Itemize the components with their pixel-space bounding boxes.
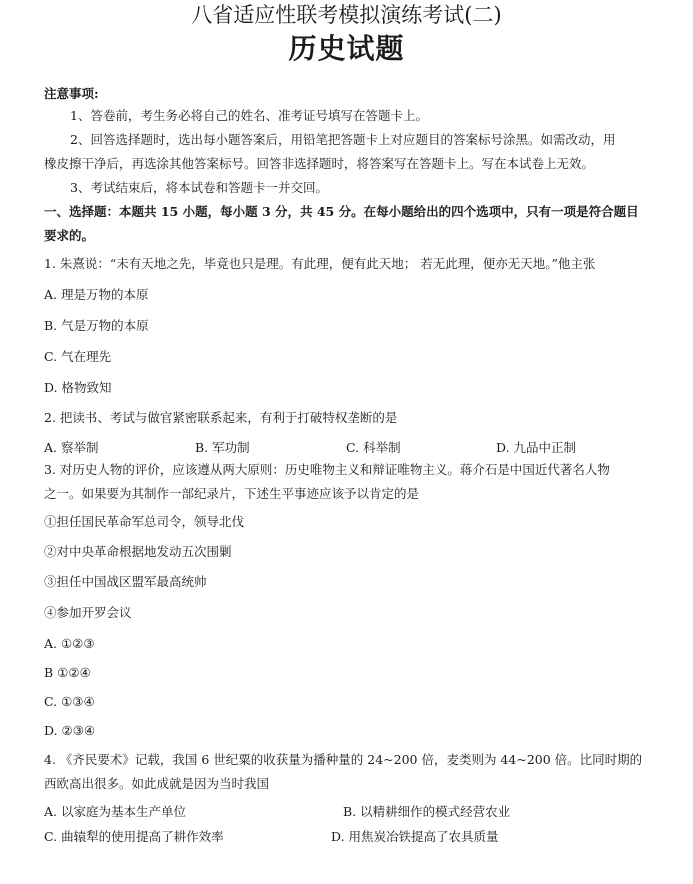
question-1-option-c: C. 气在理先 (44, 349, 112, 364)
question-4-stem-line-2: 西欧高出很多。如此成就是因为当时我国 (44, 776, 270, 791)
notice-item-2-line-1: 2、回答选择题时，选出每小题答案后，用铅笔把答题卡上对应题目的答案标号涂黑。如需改动，用 (70, 132, 616, 147)
question-3-statement-2: ②对中央革命根据地发动五次围剿 (44, 544, 232, 559)
notice-heading: 注意事项: (44, 86, 99, 101)
question-2-option-d: D. 九品中正制 (496, 440, 577, 455)
question-4-stem-line-1: 4. 《齐民要术》记载，我国 6 世纪粟的收获量为播种量的 24~200 倍，麦类则为 44~200 倍。比同时期的 (44, 752, 643, 767)
question-3-option-a: A. ①②③ (44, 636, 95, 651)
question-4-option-d: D. 用焦炭冶铁提高了农具质量 (331, 829, 499, 844)
section-heading-line-2: 要求的。 (44, 228, 95, 243)
question-3-stem-line-2: 之一。如果要为其制作一部纪录片，下述生平事迹应该予以肯定的是 (44, 486, 420, 501)
exam-title: 八省适应性联考模拟演练考试(二) (191, 3, 502, 27)
subject-title: 历史试题 (288, 32, 405, 65)
question-3-option-d: D. ②③④ (44, 723, 96, 738)
notice-item-3: 3、考试结束后，将本试卷和答题卡一并交回。 (70, 180, 328, 195)
question-3-option-c: C. ①③④ (44, 694, 95, 709)
notice-item-1: 1、答卷前，考生务必将自己的姓名、准考证号填写在答题卡上。 (70, 108, 428, 123)
question-2-option-c: C. 科举制 (346, 440, 401, 455)
question-4-option-a: A. 以家庭为基本生产单位 (44, 804, 186, 819)
question-4-option-b: B. 以精耕细作的模式经营农业 (343, 804, 511, 819)
question-3-statement-3: ③担任中国战区盟军最高统帅 (44, 574, 207, 589)
question-2-option-a: A. 察举制 (44, 440, 99, 455)
notice-item-2-line-2: 橡皮擦干净后，再选涂其他答案标号。回答非选择题时，将答案写在答题卡上。写在本试卷上无效。 (44, 156, 595, 171)
question-2-option-b: B. 军功制 (195, 440, 250, 455)
question-3-stem-line-1: 3. 对历史人物的评价，应该遵从两大原则：历史唯物主义和辩证唯物主义。蒋介石是中国近代著名人物 (44, 462, 610, 477)
section-heading-line-1: 一、选择题：本题共 15 小题，每小题 3 分，共 45 分。在每小题给出的四个选项中，只有一项是符合题目 (44, 204, 639, 219)
question-3-option-b: B ①②④ (44, 665, 91, 680)
question-1-stem: 1. 朱熹说：“未有天地之先，毕竟也只是理。有此理，便有此天地； 若无此理，便亦无天地。”他主张 (44, 256, 596, 271)
question-3-statement-1: ①担任国民革命军总司令，领导北伐 (44, 514, 245, 529)
question-1-option-d: D. 格物致知 (44, 380, 112, 395)
question-3-statement-4: ④参加开罗会议 (44, 605, 132, 620)
question-1-option-a: A. 理是万物的本原 (44, 287, 149, 302)
question-4-option-c: C. 曲辕犁的使用提高了耕作效率 (44, 829, 224, 844)
question-2-stem: 2. 把读书、考试与做官紧密联系起来，有利于打破特权垄断的是 (44, 410, 398, 425)
question-1-option-b: B. 气是万物的本原 (44, 318, 149, 333)
